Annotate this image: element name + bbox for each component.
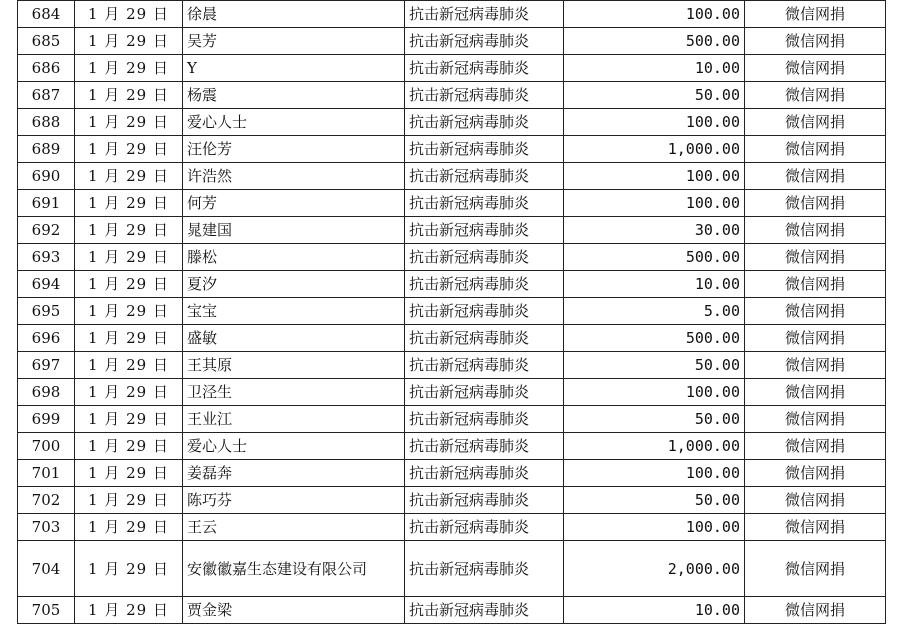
donation-date: 1 月 29 日 (75, 1, 183, 28)
donation-method: 微信网捐 (745, 597, 886, 624)
donation-purpose: 抗击新冠病毒肺炎 (405, 136, 564, 163)
donor-name: 杨震 (183, 82, 405, 109)
row-number: 684 (18, 1, 75, 28)
donation-purpose: 抗击新冠病毒肺炎 (405, 244, 564, 271)
donation-amount: 500.00 (564, 28, 745, 55)
donor-name: 滕松 (183, 244, 405, 271)
donation-purpose: 抗击新冠病毒肺炎 (405, 487, 564, 514)
donation-purpose: 抗击新冠病毒肺炎 (405, 190, 564, 217)
row-number: 703 (18, 514, 75, 541)
donation-amount: 1,000.00 (564, 136, 745, 163)
row-number: 686 (18, 55, 75, 82)
donor-name: 安徽徽嘉生态建设有限公司 (183, 541, 405, 597)
table-row (18, 271, 886, 298)
donation-method: 微信网捐 (745, 217, 886, 244)
donation-amount: 10.00 (564, 597, 745, 624)
donor-name: 徐晨 (183, 1, 405, 28)
donation-amount: 100.00 (564, 379, 745, 406)
row-number: 694 (18, 271, 75, 298)
row-number: 702 (18, 487, 75, 514)
donation-method: 微信网捐 (745, 298, 886, 325)
donor-name: 王业江 (183, 406, 405, 433)
donation-amount: 50.00 (564, 352, 745, 379)
donation-amount: 10.00 (564, 271, 745, 298)
donor-name: 汪伦芳 (183, 136, 405, 163)
donation-purpose: 抗击新冠病毒肺炎 (405, 352, 564, 379)
donation-method: 微信网捐 (745, 406, 886, 433)
donation-amount: 50.00 (564, 487, 745, 514)
table-row (18, 298, 886, 325)
donor-name: Y (183, 55, 405, 82)
donation-amount: 500.00 (564, 244, 745, 271)
donor-name: 吴芳 (183, 28, 405, 55)
donor-name: 何芳 (183, 190, 405, 217)
donation-purpose: 抗击新冠病毒肺炎 (405, 325, 564, 352)
donor-name: 卫泾生 (183, 379, 405, 406)
row-number: 692 (18, 217, 75, 244)
donation-purpose: 抗击新冠病毒肺炎 (405, 379, 564, 406)
donation-method: 微信网捐 (745, 190, 886, 217)
donation-purpose: 抗击新冠病毒肺炎 (405, 163, 564, 190)
row-number: 700 (18, 433, 75, 460)
donation-amount: 50.00 (564, 406, 745, 433)
donation-amount: 100.00 (564, 163, 745, 190)
row-number: 688 (18, 109, 75, 136)
table-row (18, 433, 886, 460)
donor-name: 盛敏 (183, 325, 405, 352)
donation-method: 微信网捐 (745, 109, 886, 136)
donation-date: 1 月 29 日 (75, 136, 183, 163)
row-number: 704 (18, 541, 75, 597)
donation-date: 1 月 29 日 (75, 190, 183, 217)
table-row (18, 190, 886, 217)
donor-name: 姜磊奔 (183, 460, 405, 487)
donation-date: 1 月 29 日 (75, 597, 183, 624)
donation-date: 1 月 29 日 (75, 163, 183, 190)
donation-date: 1 月 29 日 (75, 379, 183, 406)
donation-date: 1 月 29 日 (75, 460, 183, 487)
donor-name: 晁建国 (183, 217, 405, 244)
row-number: 691 (18, 190, 75, 217)
donation-method: 微信网捐 (745, 352, 886, 379)
donation-date: 1 月 29 日 (75, 541, 183, 597)
donation-purpose: 抗击新冠病毒肺炎 (405, 271, 564, 298)
donation-date: 1 月 29 日 (75, 244, 183, 271)
table-row (18, 352, 886, 379)
donation-method: 微信网捐 (745, 460, 886, 487)
row-number: 705 (18, 597, 75, 624)
donation-purpose: 抗击新冠病毒肺炎 (405, 514, 564, 541)
table-row (18, 325, 886, 352)
table-row (18, 597, 886, 624)
donation-date: 1 月 29 日 (75, 217, 183, 244)
donation-method: 微信网捐 (745, 244, 886, 271)
donation-method: 微信网捐 (745, 1, 886, 28)
donation-method: 微信网捐 (745, 28, 886, 55)
donation-purpose: 抗击新冠病毒肺炎 (405, 406, 564, 433)
row-number: 697 (18, 352, 75, 379)
donation-date: 1 月 29 日 (75, 433, 183, 460)
donor-name: 爱心人士 (183, 433, 405, 460)
table-row (18, 541, 886, 597)
donation-date: 1 月 29 日 (75, 28, 183, 55)
table-row (18, 28, 886, 55)
donor-name: 夏汐 (183, 271, 405, 298)
donation-method: 微信网捐 (745, 82, 886, 109)
table-row (18, 217, 886, 244)
donation-ledger-table (17, 0, 886, 624)
table-row (18, 163, 886, 190)
donation-method: 微信网捐 (745, 136, 886, 163)
row-number: 693 (18, 244, 75, 271)
donation-amount: 2,000.00 (564, 541, 745, 597)
donation-purpose: 抗击新冠病毒肺炎 (405, 541, 564, 597)
donation-purpose: 抗击新冠病毒肺炎 (405, 433, 564, 460)
donation-date: 1 月 29 日 (75, 55, 183, 82)
table-row (18, 136, 886, 163)
donation-method: 微信网捐 (745, 271, 886, 298)
row-number: 689 (18, 136, 75, 163)
table-row (18, 460, 886, 487)
donation-purpose: 抗击新冠病毒肺炎 (405, 460, 564, 487)
donation-date: 1 月 29 日 (75, 487, 183, 514)
donor-name: 陈巧芬 (183, 487, 405, 514)
donation-amount: 500.00 (564, 325, 745, 352)
donation-purpose: 抗击新冠病毒肺炎 (405, 109, 564, 136)
donor-name: 宝宝 (183, 298, 405, 325)
row-number: 698 (18, 379, 75, 406)
row-number: 696 (18, 325, 75, 352)
row-number: 687 (18, 82, 75, 109)
donation-method: 微信网捐 (745, 325, 886, 352)
donation-purpose: 抗击新冠病毒肺炎 (405, 217, 564, 244)
table-row (18, 55, 886, 82)
donation-date: 1 月 29 日 (75, 406, 183, 433)
donation-date: 1 月 29 日 (75, 325, 183, 352)
donation-purpose: 抗击新冠病毒肺炎 (405, 28, 564, 55)
donation-method: 微信网捐 (745, 541, 886, 597)
table-row (18, 514, 886, 541)
donation-method: 微信网捐 (745, 379, 886, 406)
donation-method: 微信网捐 (745, 514, 886, 541)
donation-date: 1 月 29 日 (75, 109, 183, 136)
ledger-body (18, 1, 886, 624)
donation-amount: 10.00 (564, 55, 745, 82)
donation-method: 微信网捐 (745, 163, 886, 190)
row-number: 695 (18, 298, 75, 325)
table-row (18, 82, 886, 109)
donation-date: 1 月 29 日 (75, 352, 183, 379)
row-number: 690 (18, 163, 75, 190)
donation-amount: 5.00 (564, 298, 745, 325)
donation-amount: 100.00 (564, 460, 745, 487)
row-number: 699 (18, 406, 75, 433)
donor-name: 许浩然 (183, 163, 405, 190)
donor-name: 贾金梁 (183, 597, 405, 624)
donation-method: 微信网捐 (745, 433, 886, 460)
table-row (18, 487, 886, 514)
donation-purpose: 抗击新冠病毒肺炎 (405, 55, 564, 82)
donation-method: 微信网捐 (745, 487, 886, 514)
donation-date: 1 月 29 日 (75, 271, 183, 298)
donation-purpose: 抗击新冠病毒肺炎 (405, 1, 564, 28)
donation-method: 微信网捐 (745, 55, 886, 82)
donation-amount: 50.00 (564, 82, 745, 109)
donation-amount: 1,000.00 (564, 433, 745, 460)
donation-amount: 100.00 (564, 190, 745, 217)
donation-amount: 100.00 (564, 1, 745, 28)
table-row (18, 1, 886, 28)
donation-date: 1 月 29 日 (75, 514, 183, 541)
table-row (18, 379, 886, 406)
donor-name: 爱心人士 (183, 109, 405, 136)
row-number: 685 (18, 28, 75, 55)
donation-date: 1 月 29 日 (75, 298, 183, 325)
row-number: 701 (18, 460, 75, 487)
donation-purpose: 抗击新冠病毒肺炎 (405, 82, 564, 109)
donation-purpose: 抗击新冠病毒肺炎 (405, 298, 564, 325)
donation-date: 1 月 29 日 (75, 82, 183, 109)
donation-amount: 100.00 (564, 109, 745, 136)
donor-name: 王其原 (183, 352, 405, 379)
table-row (18, 244, 886, 271)
donor-name: 王云 (183, 514, 405, 541)
donation-amount: 100.00 (564, 514, 745, 541)
donation-purpose: 抗击新冠病毒肺炎 (405, 597, 564, 624)
table-row (18, 109, 886, 136)
table-row (18, 406, 886, 433)
donation-amount: 30.00 (564, 217, 745, 244)
